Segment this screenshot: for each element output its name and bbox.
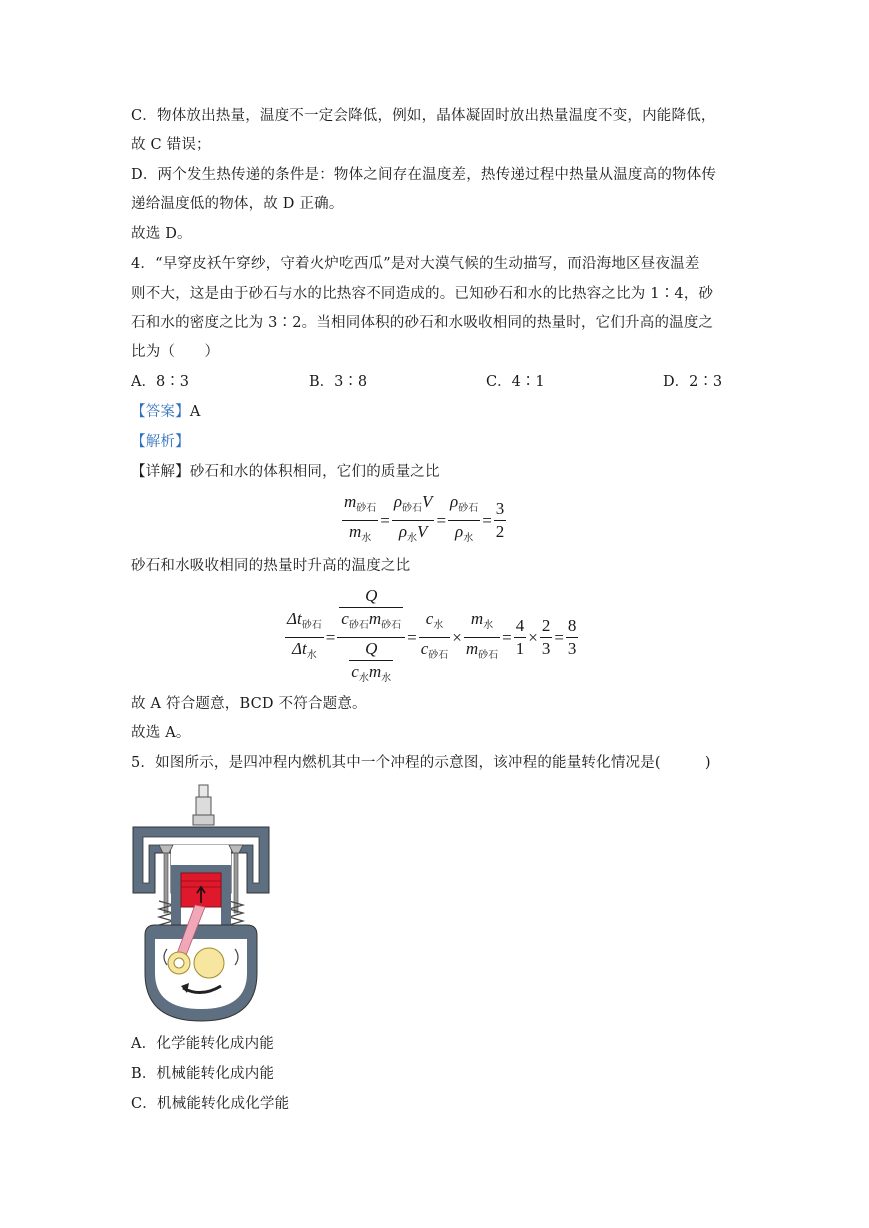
detail-tag: 【详解】	[131, 464, 190, 480]
temperature-ratio-formula: $\frac{\Delta t_{砂石}}{\Delta t_水}$ = $\frac{\frac{Q}{c_{砂石}m_{砂石}}}{\frac{Q}{c_水m_水}}$ = $\frac{c_水}{c_{砂石}}$ × $\frac{m_水}{m_{砂石}}$ = $\frac{4}{1}$ × $\frac{2}{3}$ = $\frac{8}{3}$	[287, 586, 577, 684]
step2-text: 砂石和水吸收相同的热量时升高的温度之比	[131, 558, 411, 574]
answer-value: A	[189, 404, 201, 420]
answer-tag: 【答案】	[131, 404, 190, 420]
analysis-tag-line	[131, 432, 190, 452]
option-c-line2: 故 C 错误；	[131, 137, 211, 153]
mass-ratio-formula: $\frac{m_{砂石}}{m_水}$ = $\frac{\rho_{砂石}V}{\rho_水V}$ = $\frac{\rho_{砂石}}{\rho_水}$ = $\frac{3}{2}$	[344, 492, 505, 544]
q4-option-c: C．4∶1	[486, 374, 545, 390]
q5-option-b: B．机械能转化成内能	[131, 1066, 275, 1082]
q4-option-a: A．8∶3	[131, 374, 189, 390]
q4-option-d: D．2∶3	[663, 374, 723, 390]
q4-stem-line2: 则不大，这是由于砂石与水的比热容不同造成的。已知砂石和水的比热容之比为 1∶4，砂	[131, 286, 714, 302]
q4-stem-line3: 石和水的密度之比为 3∶2。当相同体积的砂石和水吸收相同的热量时，它们升高的温度之	[131, 315, 714, 331]
engine-diagram	[131, 783, 271, 1023]
q4-conclusion: 故 A 符合题意，BCD 不符合题意。	[131, 696, 367, 712]
option-c-line1: C．物体放出热量，温度不一定会降低，例如，晶体凝固时放出热量温度不变，内能降低，	[131, 108, 716, 124]
q4-choose: 故选 A。	[131, 725, 191, 741]
q5-option-a: A．化学能转化成内能	[131, 1036, 274, 1052]
analysis-tag: 【解析】	[131, 434, 190, 450]
q4-stem-line1: 4．“早穿皮袄午穿纱，守着火炉吃西瓜”是对大漠气候的生动描写，而沿海地区昼夜温差	[131, 256, 700, 272]
q5-stem: 5．如图所示，是四冲程内燃机其中一个冲程的示意图，该冲程的能量转化情况是( )	[131, 755, 711, 771]
prev-choose: 故选 D。	[131, 226, 192, 242]
option-d-line1: D．两个发生热传递的条件是：物体之间存在温度差，热传递过程中热量从温度高的物体传	[131, 167, 717, 183]
q5-option-c: C．机械能转化成化学能	[131, 1096, 290, 1112]
q4-option-b: B．3∶8	[309, 374, 368, 390]
detail-line	[131, 462, 440, 482]
q4-stem-line4: 比为（ ）	[131, 344, 220, 360]
answer-line	[131, 402, 200, 422]
option-d-line2: 递给温度低的物体，故 D 正确。	[131, 196, 344, 212]
detail-text: 砂石和水的体积相同，它们的质量之比	[189, 464, 440, 480]
